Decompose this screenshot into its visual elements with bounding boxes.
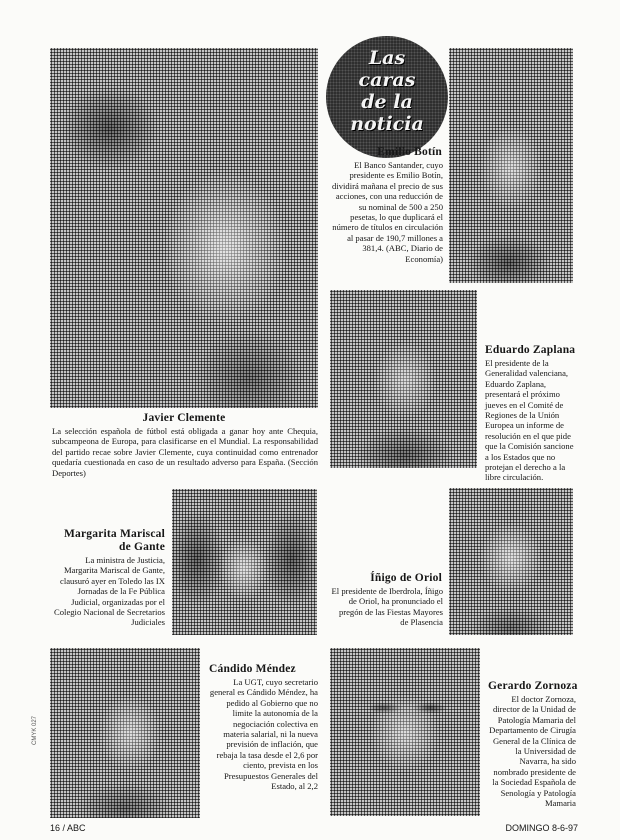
text-margarita-mariscal: La ministra de Justicia, Margarita Mariscal de Gante, clausuró ayer en Toledo las IX Jornadas de la Fe Pública Judicial, organizadas por el Colegio Nacional de Secretarios Judiciales	[54, 555, 165, 628]
page-number: 16 / ABC	[50, 823, 86, 833]
photo-margarita-mariscal	[172, 489, 317, 635]
page-date: DOMINGO 8-6-97	[505, 823, 578, 833]
name-eduardo-zaplana: Eduardo Zaplana	[485, 344, 576, 356]
masthead-line-3: de la	[361, 91, 413, 113]
photo-gerardo-zornoza	[330, 648, 480, 816]
masthead-circle	[326, 36, 448, 158]
name-candido-mendez: Cándido Méndez	[209, 663, 296, 675]
side-code: CMYK 027	[32, 715, 38, 745]
text-candido-mendez: La UGT, cuyo secretario general es Cándido Méndez, ha pedido al Gobierno que no limite la autonomía de la negociación colectiva en materia salarial, ni la nueva previsión de inflación, que rebaja la tasa desde el 2,6 por ciento, prevista en los Presupuestos Generales del Estado, al 2,2	[209, 677, 318, 792]
photo-eduardo-zaplana	[330, 290, 477, 468]
text-javier-clemente: La selección española de fútbol está obligada a ganar hoy ante Chequia, subcampeona de Europa, para clasificarse en el Mundial. La responsabilidad del partido recae sobre Javier Clemente, cuya continuidad como entrenador quedaría cuestionada en caso de un resultado adverso para España. (Sección Deportes)	[52, 426, 318, 478]
masthead-line-4: noticia	[350, 113, 424, 135]
text-eduardo-zaplana: El presidente de la Generalidad valenciana, Eduardo Zaplana, presentará el próximo jueves en el Comité de Regiones de la Unión Europea un informe de resolución en el que pide que la Comisión sancione a los Estados que no protejan el derecho a la libre circulación.	[485, 358, 574, 483]
name-emilio-botin: Emilio Botín	[377, 146, 442, 158]
name-inigo-de-oriol: Íñigo de Oriol	[370, 572, 442, 584]
name-margarita-mariscal-1: Margarita Mariscal	[64, 528, 165, 540]
name-margarita-mariscal-2: de Gante	[119, 541, 165, 553]
masthead-line-1: Las	[368, 47, 406, 69]
name-javier-clemente: Javier Clemente	[142, 412, 226, 424]
text-inigo-de-oriol: El presidente de Iberdrola, Íñigo de Oriol, ha pronunciado el pregón de las Fiestas Mayores de Plasencia	[331, 586, 443, 628]
masthead-line-2: caras	[358, 69, 416, 91]
text-emilio-botin: El Banco Santander, cuyo presidente es Emilio Botín, dividirá mañana el precio de sus acciones, con una reducción de su nominal de 500 a 250 pesetas, lo que duplicará el número de títulos en circulación al pasar de 190,7 millones a 381,4. (ABC, Diario de Economía)	[332, 160, 443, 264]
photo-emilio-botin	[449, 48, 573, 283]
photo-javier-clemente	[50, 48, 318, 408]
photo-inigo-de-oriol	[449, 488, 573, 635]
text-gerardo-zornoza: El doctor Zornoza, director de la Unidad de Patología Mamaria del Departamento de Cirugía General de la Clínica de la Universidad de Navarra, ha sido nombrado presidente de la Sociedad Española de Senología y Patología Mamaria	[489, 694, 576, 809]
photo-candido-mendez	[50, 648, 200, 818]
name-gerardo-zornoza: Gerardo Zornoza	[488, 680, 578, 692]
